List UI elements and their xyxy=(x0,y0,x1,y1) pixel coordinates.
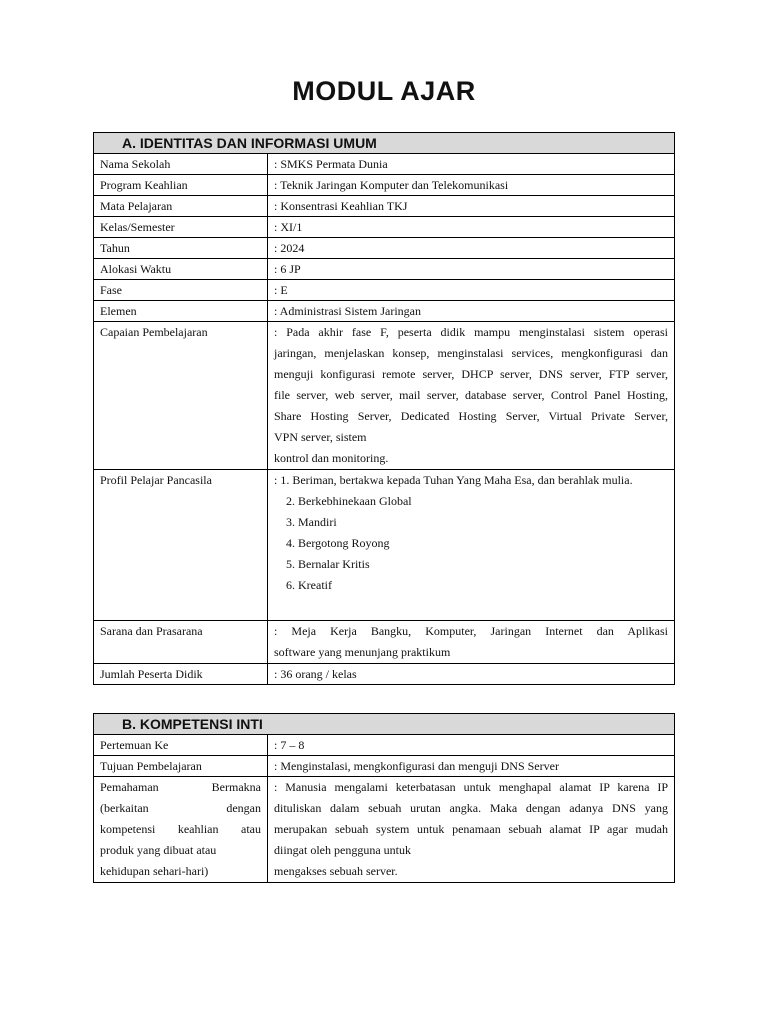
row-label: Sarana dan Prasarana xyxy=(94,621,268,664)
row-label: Kelas/Semester xyxy=(94,217,268,238)
row-label: Tahun xyxy=(94,238,268,259)
text-line: diingat oleh pengguna untuk xyxy=(274,843,411,857)
text-line: VPN server, sistem xyxy=(274,430,367,444)
table-row xyxy=(94,470,675,621)
profil-list xyxy=(274,470,668,596)
row-label: Jumlah Peserta Didik xyxy=(94,664,268,685)
row-label: Program Keahlian xyxy=(94,175,268,196)
row-value: : Administrasi Sistem Jaringan xyxy=(268,301,675,322)
section-header-row xyxy=(94,714,675,735)
table-row xyxy=(94,154,675,175)
page-title: MODUL AJAR xyxy=(292,76,476,106)
table-row xyxy=(94,322,675,470)
table-row xyxy=(94,777,675,883)
sarana-value xyxy=(268,621,675,664)
row-label: Nama Sekolah xyxy=(94,154,268,175)
row-label: Mata Pelajaran xyxy=(94,196,268,217)
row-value: : Teknik Jaringan Komputer dan Telekomunikasi xyxy=(268,175,675,196)
text-line: : Manusia mengalami keterbatasan untuk menghapal alamat IP karena IP xyxy=(274,780,668,794)
row-value: : SMKS Permata Dunia xyxy=(268,154,675,175)
section-header-row xyxy=(94,133,675,154)
text-line: kehidupan sehari-hari) xyxy=(100,864,209,878)
text-line: Pemahaman Bermakna xyxy=(100,780,261,794)
table-row xyxy=(94,280,675,301)
row-value: : E xyxy=(268,280,675,301)
row-label: Fase xyxy=(94,280,268,301)
table-row xyxy=(94,238,675,259)
text-line: jaringan, menjelaskan konsep, menginstalasi services, mengkonfigurasi dan xyxy=(274,346,668,360)
text-line: merupakan sebuah system untuk penamaan sebuah alamat IP agar mudah xyxy=(274,822,668,836)
list-item: 5. Bernalar Kritis xyxy=(286,557,370,571)
row-label: Elemen xyxy=(94,301,268,322)
text-line: mengakses sebuah server. xyxy=(274,864,398,878)
table-row xyxy=(94,301,675,322)
text-line: Share Hosting Server, Dedicated Hosting Server, Virtual Private Server, xyxy=(274,409,668,423)
table-row xyxy=(94,621,675,664)
row-value: : 36 orang / kelas xyxy=(268,664,675,685)
row-value: : Menginstalasi, mengkonfigurasi dan menguji DNS Server xyxy=(268,756,675,777)
row-label: Profil Pelajar Pancasila xyxy=(94,470,268,621)
text-line: kompetensi keahlian atau xyxy=(100,822,261,836)
text-line: dituliskan dalam sebuah urutan angka. Maka dengan adanya DNS yang xyxy=(274,801,668,815)
list-item: 4. Bergotong Royong xyxy=(286,536,390,550)
row-label: Pertemuan Ke xyxy=(94,735,268,756)
text-line: menguji konfigurasi remote server, DHCP server, DNS server, FTP server, xyxy=(274,367,668,381)
capaian-value xyxy=(268,322,675,470)
table-row xyxy=(94,196,675,217)
row-label: Capaian Pembelajaran xyxy=(94,322,268,470)
text-line: (berkaitan dengan xyxy=(100,801,261,815)
row-value: : XI/1 xyxy=(268,217,675,238)
list-item: 3. Mandiri xyxy=(286,515,337,529)
row-value: : 7 – 8 xyxy=(268,735,675,756)
text-line: file server, web server, mail server, database server, Control Panel Hosting, xyxy=(274,388,668,402)
text-line: produk yang dibuat atau xyxy=(100,843,217,857)
text-line: : Meja Kerja Bangku, Komputer, Jaringan Internet dan Aplikasi xyxy=(274,624,668,638)
text-line: : Pada akhir fase F, peserta didik mampu menginstalasi sistem operasi xyxy=(274,325,668,339)
text-line: software yang menunjang praktikum xyxy=(274,645,451,659)
pemahaman-label xyxy=(94,777,268,883)
table-row xyxy=(94,175,675,196)
row-value: : 2024 xyxy=(268,238,675,259)
text-line: kontrol dan monitoring. xyxy=(274,451,389,465)
identitas-table xyxy=(93,132,675,685)
section-a-heading: A. IDENTITAS DAN INFORMASI UMUM xyxy=(94,133,675,154)
kompetensi-table xyxy=(93,713,675,883)
row-value: : Konsentrasi Keahlian TKJ xyxy=(268,196,675,217)
table-row xyxy=(94,259,675,280)
spacer xyxy=(274,596,668,620)
section-b-heading: B. KOMPETENSI INTI xyxy=(94,714,675,735)
list-item: 6. Kreatif xyxy=(286,578,332,592)
list-item: : 1. Beriman, bertakwa kepada Tuhan Yang Maha Esa, dan berahlak mulia. xyxy=(274,473,633,487)
table-row xyxy=(94,756,675,777)
row-label: Tujuan Pembelajaran xyxy=(94,756,268,777)
profil-value xyxy=(268,470,675,621)
table-row xyxy=(94,735,675,756)
row-label: Alokasi Waktu xyxy=(94,259,268,280)
table-row xyxy=(94,217,675,238)
list-item: 2. Berkebhinekaan Global xyxy=(286,494,412,508)
table-row xyxy=(94,664,675,685)
pemahaman-value xyxy=(268,777,675,883)
row-value: : 6 JP xyxy=(268,259,675,280)
